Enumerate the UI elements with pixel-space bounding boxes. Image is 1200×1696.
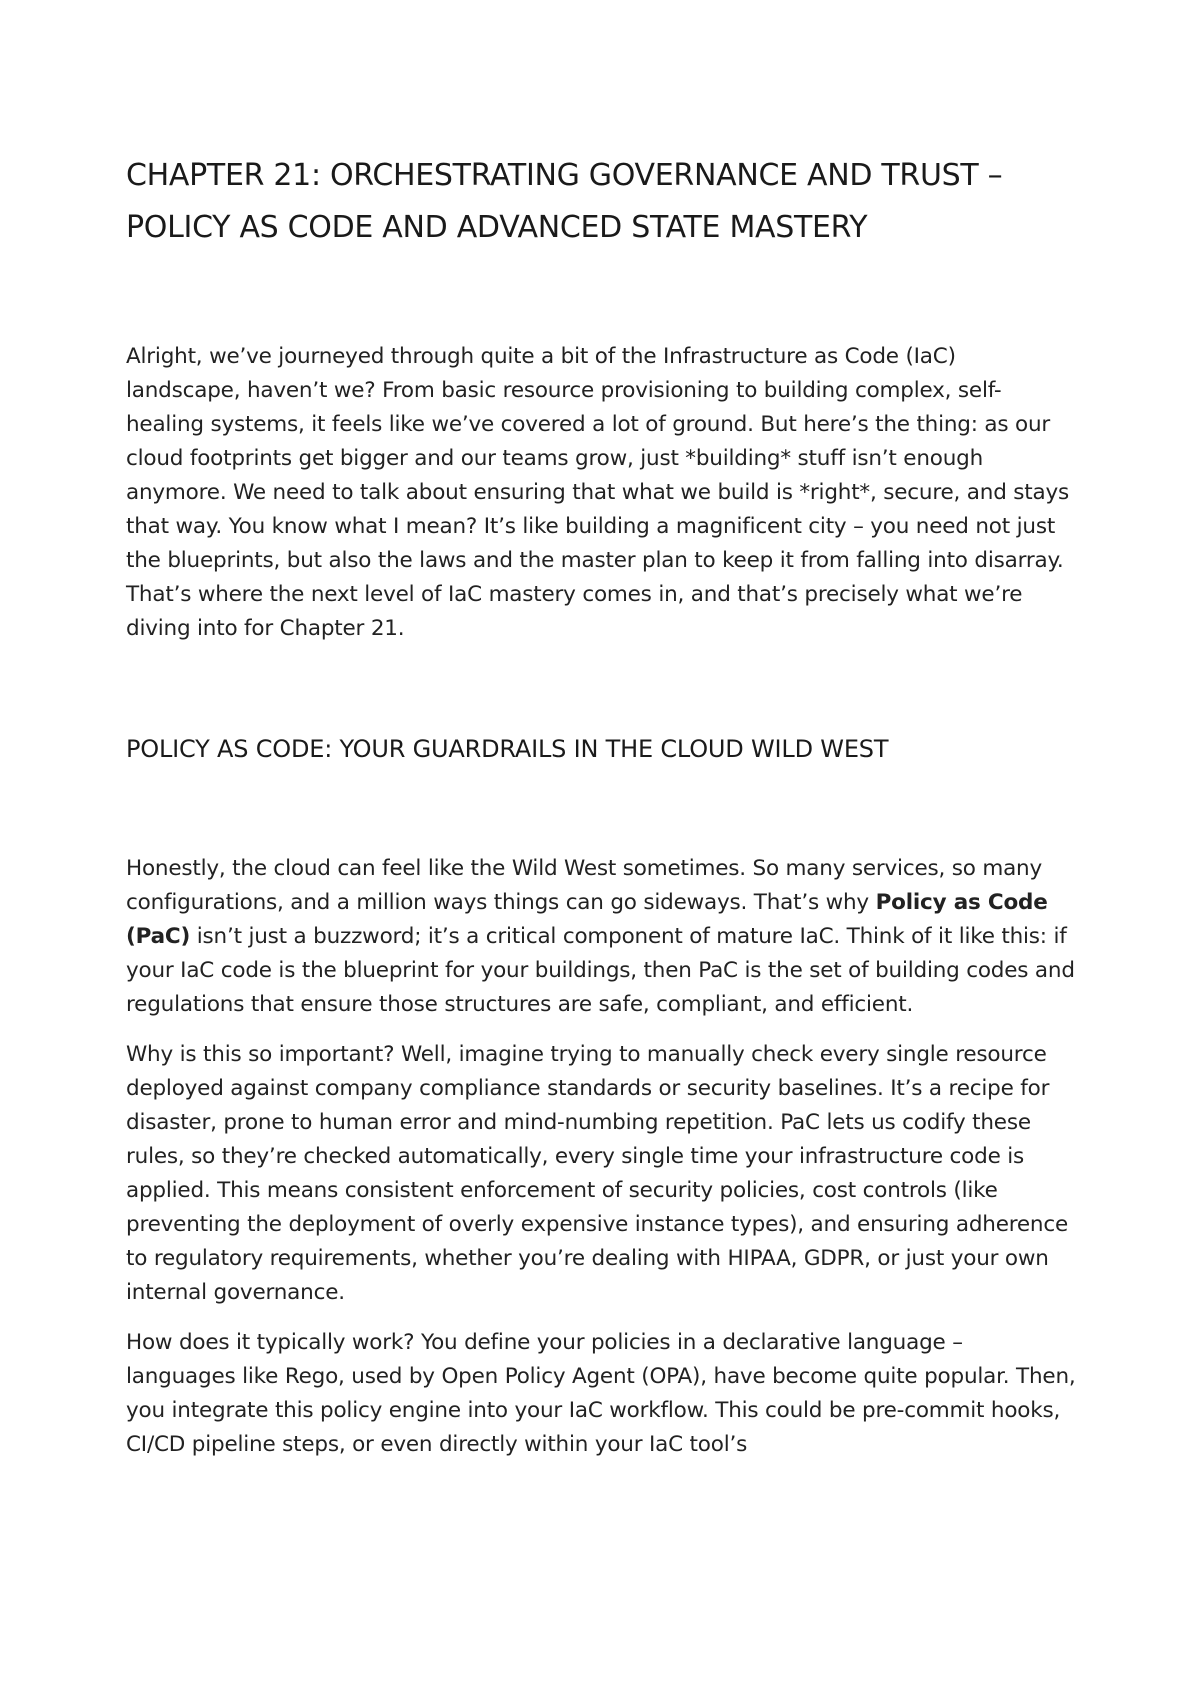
- section-heading: POLICY AS CODE: YOUR GUARDRAILS IN THE CLOUD WILD WEST: [126, 735, 889, 763]
- paragraph-text-after-bold: isn’t just a buzzword; it’s a critical component of mature IaC. Think of it like this: if your IaC code is the blueprint for your buildings, then PaC is the set of building codes and regulations that ensure those structures are safe, compliant, and efficient.: [126, 924, 1075, 1017]
- section-paragraph-1: [126, 852, 1076, 1022]
- paragraph-text-before-bold: Honestly, the cloud can feel like the Wild West sometimes. So many services, so many configurations, and a million ways things can go sideways. That’s why: [126, 856, 1043, 915]
- chapter-title: CHAPTER 21: ORCHESTRATING GOVERNANCE AND TRUST – POLICY AS CODE AND ADVANCED STATE MASTERY: [126, 158, 1003, 245]
- section-paragraph-2: Why is this so important? Well, imagine trying to manually check every single resource deployed against company compliance standards or security baselines. It’s a recipe for disaster, prone to human error and mind-numbing repetition. PaC lets us codify these rules, so they’re checked automatically, every single time your infrastructure code is applied. This means consistent enforcement of security policies, cost controls (like preventing the deployment of overly expensive instance types), and ensuring adherence to regulatory requirements, whether you’re dealing with HIPAA, GDPR, or just your own internal governance.: [126, 1042, 1068, 1305]
- intro-paragraph: Alright, we’ve journeyed through quite a bit of the Infrastructure as Code (IaC) landscape, haven’t we? From basic resource provisioning to building complex, self-healing systems, it feels like we’ve covered a lot of ground. But here’s the thing: as our cloud footprints get bigger and our teams grow, just *building* stuff isn’t enough anymore. We need to talk about ensuring that what we build is *right*, secure, and stays that way. You know what I mean? It’s like building a magnificent city – you need not just the blueprints, but also the laws and the master plan to keep it from falling into disarray. That’s where the next level of IaC mastery comes in, and that’s precisely what we’re diving into for Chapter 21.: [126, 344, 1070, 641]
- bold-term-policy-as-code: Policy as Code (PaC): [126, 890, 1048, 949]
- section-paragraph-3: How does it typically work? You define your policies in a declarative language – languages like Rego, used by Open Policy Agent (OPA), have become quite popular. Then, you integrate this policy engine into your IaC workflow. This could be pre-commit hooks, CI/CD pipeline steps, or even directly within your IaC tool’s: [126, 1330, 1076, 1457]
- page-content: [126, 150, 1076, 1462]
